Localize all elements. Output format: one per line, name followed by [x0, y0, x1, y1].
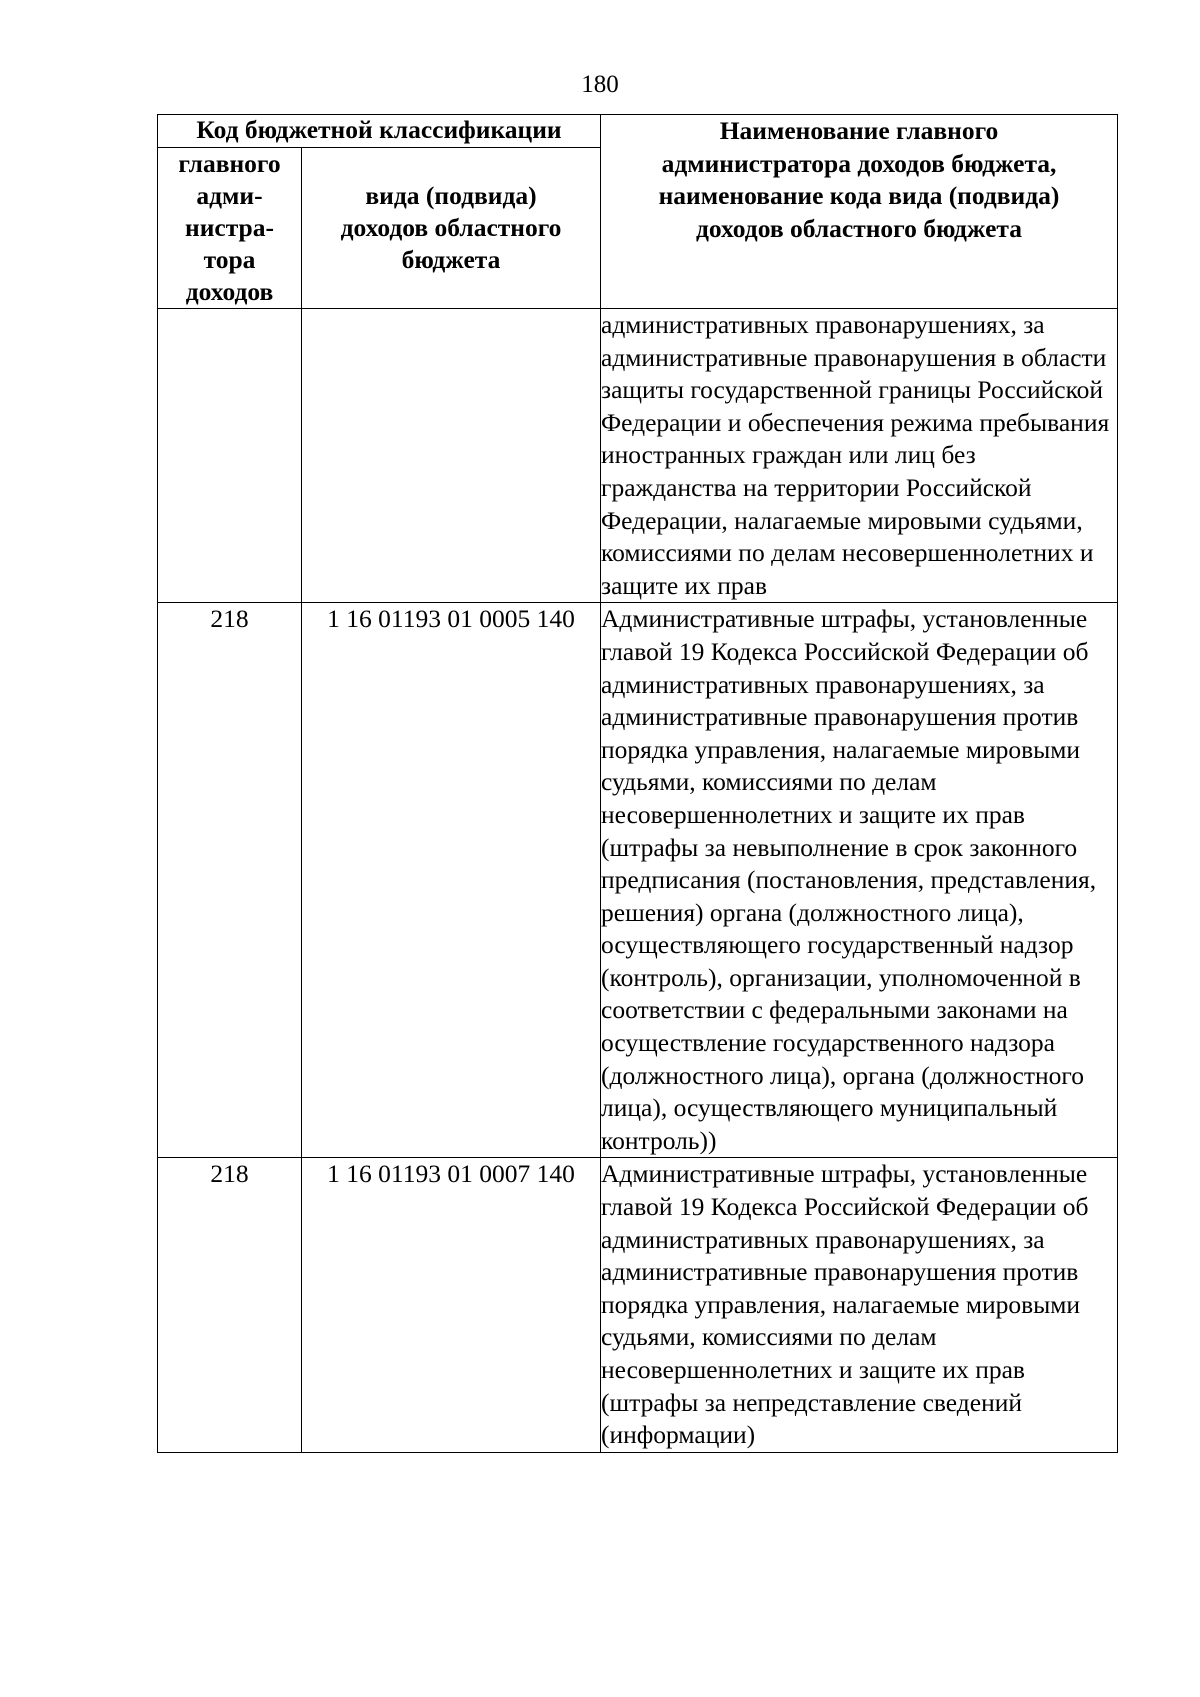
header-admin-line: доходов	[185, 277, 274, 306]
table-row	[158, 1158, 1118, 1452]
header-budget-code-group: Код бюджетной классификации	[158, 115, 601, 148]
name-cell: Административные штрафы, установленные главой 19 Кодекса Российской Федерации об административных правонарушениях, за административные правонарушения против порядка управления, налагаемые мировыми судьями, комиссиями по делам несовершеннолетних и защите их прав (штрафы за непредставление сведений (информации)	[601, 1158, 1118, 1452]
vid-code-cell: 1 16 01193 01 0005 140	[302, 603, 601, 1158]
vid-code-cell	[302, 309, 601, 603]
header-name-line: наименование кода вида (подвида)	[658, 181, 1060, 211]
header-admin-line: нистра-	[185, 213, 274, 242]
header-admin-column	[158, 148, 302, 309]
header-name-column	[601, 115, 1118, 309]
header-name-line: Наименование главного	[719, 116, 999, 145]
header-vid-line: бюджета	[401, 245, 501, 274]
header-admin-line: главного	[178, 149, 281, 178]
vid-code-cell: 1 16 01193 01 0007 140	[302, 1158, 601, 1452]
header-name-line: доходов областного бюджета	[696, 213, 1022, 243]
admin-code-cell: 218	[158, 603, 302, 1158]
header-name-line: администратора доходов бюджета,	[661, 148, 1057, 178]
header-admin-line: тора	[203, 245, 256, 274]
admin-code-cell: 218	[158, 1158, 302, 1452]
budget-classification-table	[157, 114, 1118, 1453]
table-row	[158, 603, 1118, 1158]
header-admin-line: адми-	[196, 181, 263, 210]
table-row	[158, 309, 1118, 603]
header-vid-line: доходов областного	[340, 213, 562, 242]
header-vid-line: вида (подвида)	[365, 181, 537, 210]
name-cell: административных правонарушениях, за административные правонарушения в области защиты государственной границы Российской Федерации и обеспечения режима пребывания иностранных граждан или лиц без гражданства на территории Российской Федерации, налагаемые мировыми судьями, комиссиями по делам несовершеннолетних и защите их прав	[601, 309, 1118, 603]
name-cell: Административные штрафы, установленные главой 19 Кодекса Российской Федерации об административных правонарушениях, за административные правонарушения против порядка управления, налагаемые мировыми судьями, комиссиями по делам несовершеннолетних и защите их прав (штрафы за невыполнение в срок законного предписания (постановления, представления, решения) органа (должностного лица), осуществляющего государственный надзор (контроль), организации, уполномоченной в соответствии с федеральными законами на осуществление государственного надзора (должностного лица), органа (должностного лица), осуществляющего муниципальный контроль))	[601, 603, 1118, 1158]
admin-code-cell	[158, 309, 302, 603]
table-header	[158, 115, 1118, 309]
header-vid-column	[302, 148, 601, 309]
page-number: 180	[581, 71, 619, 98]
